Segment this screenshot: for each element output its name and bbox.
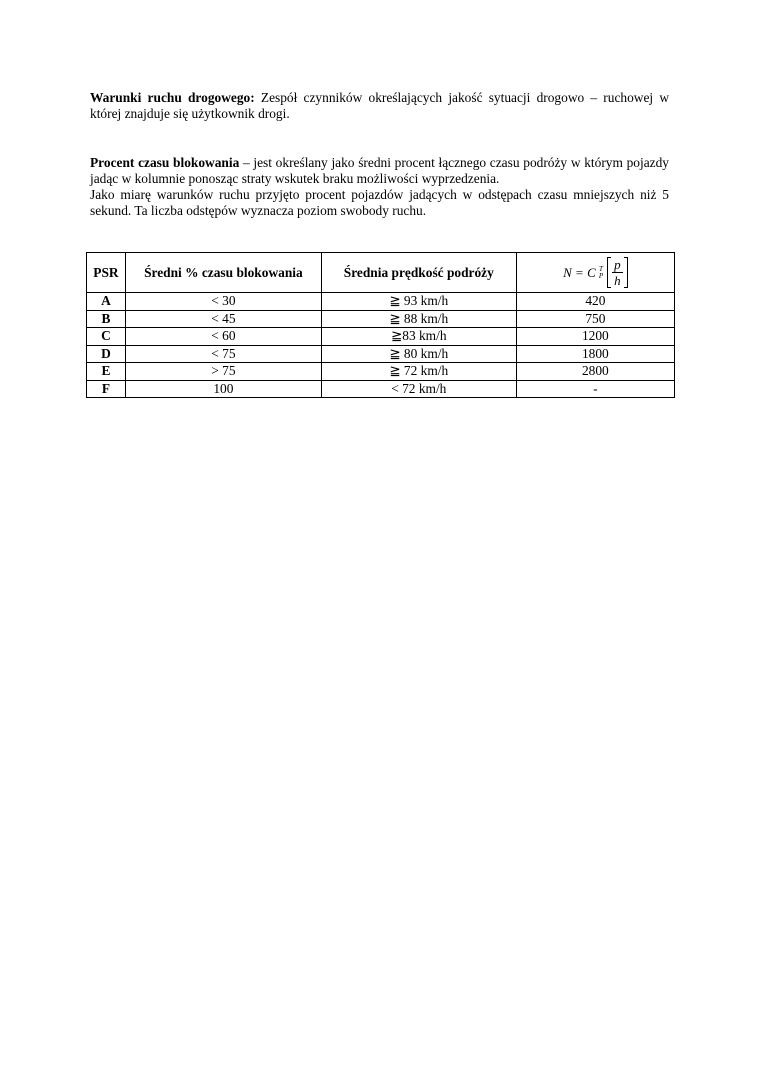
formula-eq: = [575,264,584,280]
formula-indices [599,266,603,280]
level-cell: B [87,310,126,328]
speed-cell: ≧83 km/h [321,328,516,346]
level-cell: A [87,293,126,311]
capacity-cell: 2800 [516,363,674,381]
capacity-cell: 750 [516,310,674,328]
paragraph-blocking-time [90,155,669,187]
level-cell: D [87,345,126,363]
formula-denominator: h [614,273,621,288]
blocking-cell: > 75 [125,363,321,381]
speed-cell: ≧ 88 km/h [321,310,516,328]
table-header-row [87,253,675,293]
capacity-cell: - [516,380,674,398]
table-body [87,293,675,398]
header-formula [516,253,674,293]
level-cell: F [87,380,126,398]
formula-sub: P [598,271,604,280]
term-traffic-conditions: Warunki ruchu drogowego: [90,90,255,105]
header-blocking: Średni % czasu blokowania [125,253,321,293]
paragraph-traffic-conditions [90,90,669,122]
formula-numerator: p [614,257,621,272]
capacity-cell: 1200 [516,328,674,346]
level-cell: C [87,328,126,346]
level-cell: E [87,363,126,381]
definition-blocking-time: – jest określany jako średni procent łącznego czasu podróży w którym pojazdy jadąc w kolumnie ponosząc straty wskutek braku możliwości wyprzedzenia. [90,155,669,186]
formula-c: C [587,264,596,280]
speed-cell: ≧ 80 km/h [321,345,516,363]
capacity-cell: 1800 [516,345,674,363]
blocking-cell: 100 [125,380,321,398]
capacity-cell: 420 [516,293,674,311]
speed-cell: ≧ 72 km/h [321,363,516,381]
definition-traffic-conditions: Zespół czynników określających jakość sytuacji drogowo – ruchowej w której znajduje się użytkownik drogi. [90,90,669,121]
blocking-cell: < 75 [125,345,321,363]
header-speed: Średnia prędkość podróży [321,253,516,293]
table-row [87,310,675,328]
blocking-cell: < 45 [125,310,321,328]
formula-lhs: N [563,264,572,280]
table-row [87,293,675,311]
table-row [87,380,675,398]
formula-sup: T [599,264,603,273]
formula-bracket [607,257,628,288]
paragraph-measure: Jako miarę warunków ruchu przyjęto procent pojazdów jadących w odstępach czasu mniejszych niż 5 sekund. Ta liczba odstępów wyznacza poziom swobody ruchu. [90,187,669,218]
speed-cell: < 72 km/h [321,380,516,398]
blocking-cell: < 30 [125,293,321,311]
term-blocking-time: Procent czasu blokowania [90,155,240,170]
header-psr: PSR [87,253,126,293]
blocking-cell: < 60 [125,328,321,346]
psr-table [86,252,675,398]
table-row [87,345,675,363]
speed-cell: ≧ 93 km/h [321,293,516,311]
table-row [87,363,675,381]
capacity-formula [563,257,627,288]
document-body [90,90,669,219]
table-row [87,328,675,346]
